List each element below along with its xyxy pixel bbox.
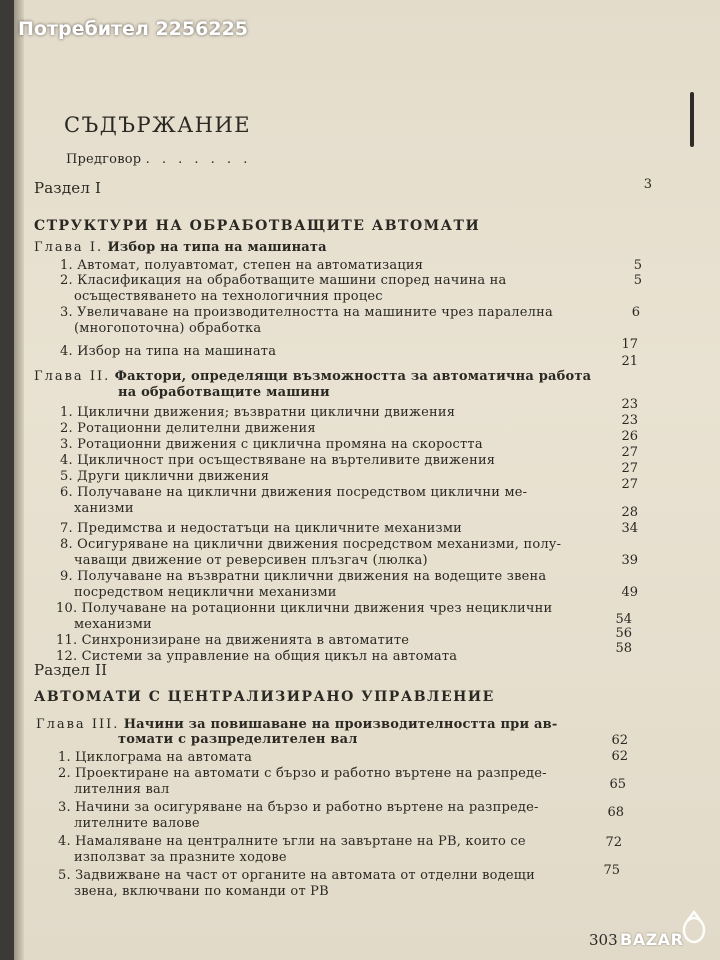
page-ref: 27 [621, 461, 638, 476]
toc-entry: 2. Проектиране на автомати с бързо и работно въртене на разпреде- [58, 766, 547, 781]
toc-entry: 8. Осигуряване на циклични движения посредством механизми, полу- [60, 537, 562, 552]
toc-entry: 2. Класификация на обработващите машини според начина на [60, 273, 507, 288]
toc-entry: 3. Ротационни движения с циклична промяна на скоростта [60, 437, 483, 452]
toc-entry: 5. Задвижване на част от органите на автомата от отделни водещи [58, 868, 535, 883]
toc-title: СЪДЪРЖАНИЕ [64, 113, 252, 137]
user-watermark: Потребител 2256225 [18, 18, 249, 40]
toc-entry: 2. Ротационни делителни движения [60, 421, 316, 436]
section-title: АВТОМАТИ С ЦЕНТРАЛИЗИРАНО УПРАВЛЕНИЕ [34, 689, 495, 705]
toc-entry-cont: лителните валове [74, 816, 200, 831]
page-ref: 21 [621, 354, 638, 369]
page-ref: 68 [607, 805, 624, 820]
page-ref: 27 [621, 445, 638, 460]
toc-entry-cont: осъществяването на технологичния процес [74, 289, 383, 304]
toc-entry-cont: механизми [74, 617, 152, 632]
page-ref: 72 [605, 835, 622, 850]
page-ref: 54 [615, 612, 632, 627]
page-ref: 34 [621, 521, 638, 536]
chapter-heading-cont: томати с разпределителен вал [118, 732, 358, 747]
page-ref: 5 [633, 258, 642, 273]
page-ref: 17 [621, 337, 638, 352]
page-ref: 3 [643, 177, 652, 192]
toc-entry: 1. Циклични движения; възвратни циклични движения [60, 405, 456, 420]
page-ref: 58 [615, 641, 632, 656]
book-page [14, 0, 720, 960]
chapter-heading: Глава III. Начини за повишаване на производителността при ав- [36, 717, 558, 732]
toc-entry-cont: лителния вал [74, 782, 170, 797]
toc-entry: 7. Предимства и недостатъци на цикличните механизми [60, 521, 463, 536]
page-ref: 23 [621, 413, 638, 428]
section-label: Раздел I [34, 179, 102, 197]
toc-entry: 4. Намаляване на централните ъгли на завъртане на РВ, които се [58, 834, 526, 849]
toc-preface: Предговор . . . . . . . [66, 152, 252, 167]
toc-entry: 3. Начини за осигуряване на бързо и работно въртене на разпреде- [58, 800, 539, 815]
page-ref: 62 [611, 733, 628, 748]
page-ref: 39 [621, 553, 638, 568]
toc-entry: 4. Цикличност при осъществяване на въртеливите движения [60, 453, 496, 468]
chapter-heading: Глава II. Фактори, определящи възможността за автоматична работа [34, 369, 592, 384]
toc-entry: 4. Избор на типа на машината [60, 344, 277, 359]
page-ref: 26 [621, 429, 638, 444]
toc-entry: 10. Получаване на ротационни циклични движения чрез нециклични [56, 601, 553, 616]
page-ref: 27 [621, 477, 638, 492]
page-ref: 56 [615, 626, 632, 641]
page-number: 303 [589, 931, 618, 949]
page-edge [14, 0, 24, 960]
toc-entry-cont: ханизми [74, 501, 134, 516]
chapter-heading: Глава I. Избор на типа на машината [34, 240, 327, 255]
toc-entry: 12. Системи за управление на общия цикъл на автомата [56, 649, 458, 664]
toc-entry: 1. Циклограма на автомата [58, 750, 253, 765]
toc-entry: 6. Получаване на циклични движения посредством циклични ме- [60, 485, 528, 500]
toc-entry-cont: звена, включвани по команди от РВ [74, 884, 329, 899]
section-label: Раздел II [34, 661, 108, 679]
chapter-heading-cont: на обработващите машини [118, 385, 330, 400]
page-ref: 65 [609, 777, 626, 792]
page-ref: 28 [621, 505, 638, 520]
page-crease [690, 92, 694, 147]
toc-entry-cont: (многопоточна) обработка [74, 321, 262, 336]
page-ref: 5 [633, 273, 642, 288]
bazar-logo-text: BAZAR [620, 930, 684, 949]
page-ref: 23 [621, 397, 638, 412]
toc-entry: 1. Автомат, полуавтомат, степен на автоматизация [60, 258, 424, 273]
toc-entry: 5. Други циклични движения [60, 469, 270, 484]
toc-entry: 9. Получаване на възвратни циклични движения на водещите звена [60, 569, 547, 584]
toc-entry: 3. Увеличаване на производителността на машините чрез паралелна [60, 305, 553, 320]
toc-entry: 11. Синхронизиране на движенията в автоматите [56, 633, 410, 648]
page-ref: 62 [611, 749, 628, 764]
toc-entry-cont: използват за празните ходове [74, 850, 287, 865]
page-ref: 49 [621, 585, 638, 600]
toc-entry-cont: посредством нециклични механизми [74, 585, 337, 600]
section-title: СТРУКТУРИ НА ОБРАБОТВАЩИТЕ АВТОМАТИ [34, 218, 481, 234]
page-ref: 75 [603, 863, 620, 878]
toc-entry-cont: чаващи движение от реверсивен плъзгач (люлка) [74, 553, 428, 568]
page-ref: 6 [631, 305, 640, 320]
